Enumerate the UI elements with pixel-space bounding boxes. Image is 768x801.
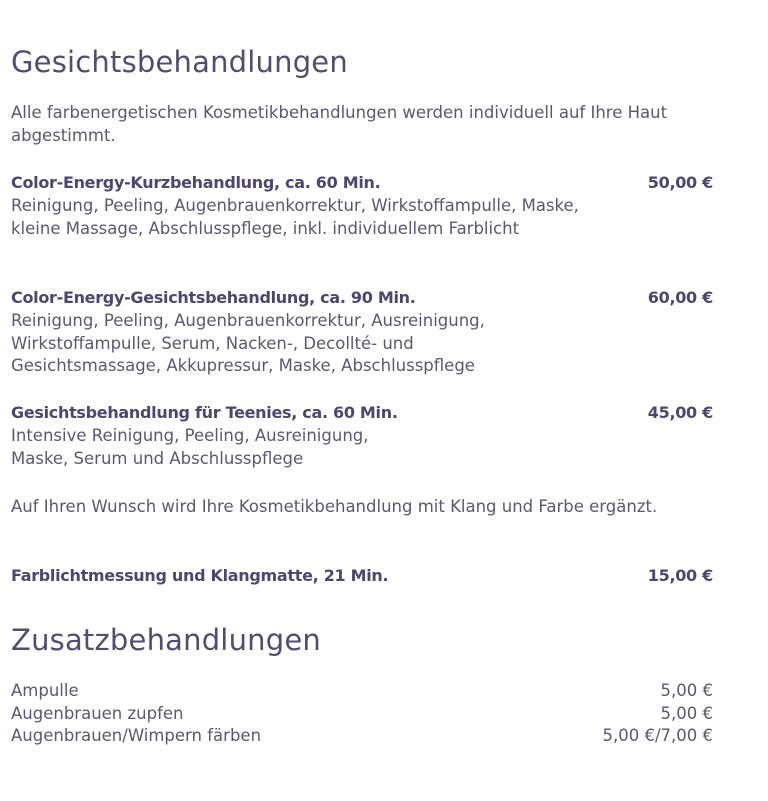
extra-price: 5,00 €/7,00 €: [602, 726, 713, 745]
treatment-header: [11, 286, 713, 310]
sound-color-note: Auf Ihren Wunsch wird Ihre Kosmetikbehandlung mit Klang und Farbe ergänzt.: [11, 497, 658, 516]
additional-treatments-list: [11, 680, 713, 748]
treatment-item: [11, 286, 713, 378]
list-item: [11, 680, 713, 703]
treatment-price: 50,00 €: [647, 173, 713, 192]
section-title-additional-treatments: Zusatzbehandlungen: [11, 623, 321, 657]
treatment-title: Color-Energy-Gesichtsbehandlung, ca. 90 Min.: [11, 288, 416, 307]
extra-price: 5,00 €: [660, 703, 713, 723]
treatment-header: [11, 171, 713, 195]
addon-price: 15,00 €: [647, 566, 713, 585]
treatment-title: Gesichtsbehandlung für Teenies, ca. 60 Min.: [11, 403, 398, 422]
intro-text: Alle farbenergetischen Kosmetikbehandlungen werden individuell auf Ihre Haut abgestimmt.: [11, 103, 668, 145]
treatment-price: 60,00 €: [647, 288, 713, 307]
addon-item: [11, 564, 713, 588]
treatment-description: Reinigung, Peeling, Augenbrauenkorrektur, Wirkstoffampulle, Maske, kleine Massage, Abschlusspflege, inkl. individuellem Farblicht: [11, 196, 579, 238]
treatment-description: Reinigung, Peeling, Augenbrauenkorrektur, Ausreinigung, Wirkstoffampulle, Serum, Nacken-, Decollté- und Gesichtsmassage, Akkupressur, Maske, Abschlusspflege: [11, 311, 485, 375]
treatment-price: 45,00 €: [647, 403, 713, 422]
extra-label: Ampulle: [11, 681, 79, 700]
addon-title: Farblichtmessung und Klangmatte, 21 Min.: [11, 566, 389, 585]
addon-header: [11, 564, 713, 588]
treatment-description: Intensive Reinigung, Peeling, Ausreinigung, Maske, Serum und Abschlusspflege: [11, 426, 369, 468]
treatment-item: [11, 171, 713, 240]
list-item: [11, 703, 713, 726]
treatment-header: [11, 401, 713, 425]
treatment-title: Color-Energy-Kurzbehandlung, ca. 60 Min.: [11, 173, 381, 192]
extra-price: 5,00 €: [660, 681, 713, 700]
section-title-facial-treatments: Gesichtsbehandlungen: [11, 45, 348, 79]
extra-label: Augenbrauen/Wimpern färben: [11, 726, 262, 745]
treatment-item: [11, 401, 713, 470]
price-list-page: [11, 0, 713, 801]
extra-label: Augenbrauen zupfen: [11, 703, 184, 723]
list-item: [11, 725, 713, 748]
